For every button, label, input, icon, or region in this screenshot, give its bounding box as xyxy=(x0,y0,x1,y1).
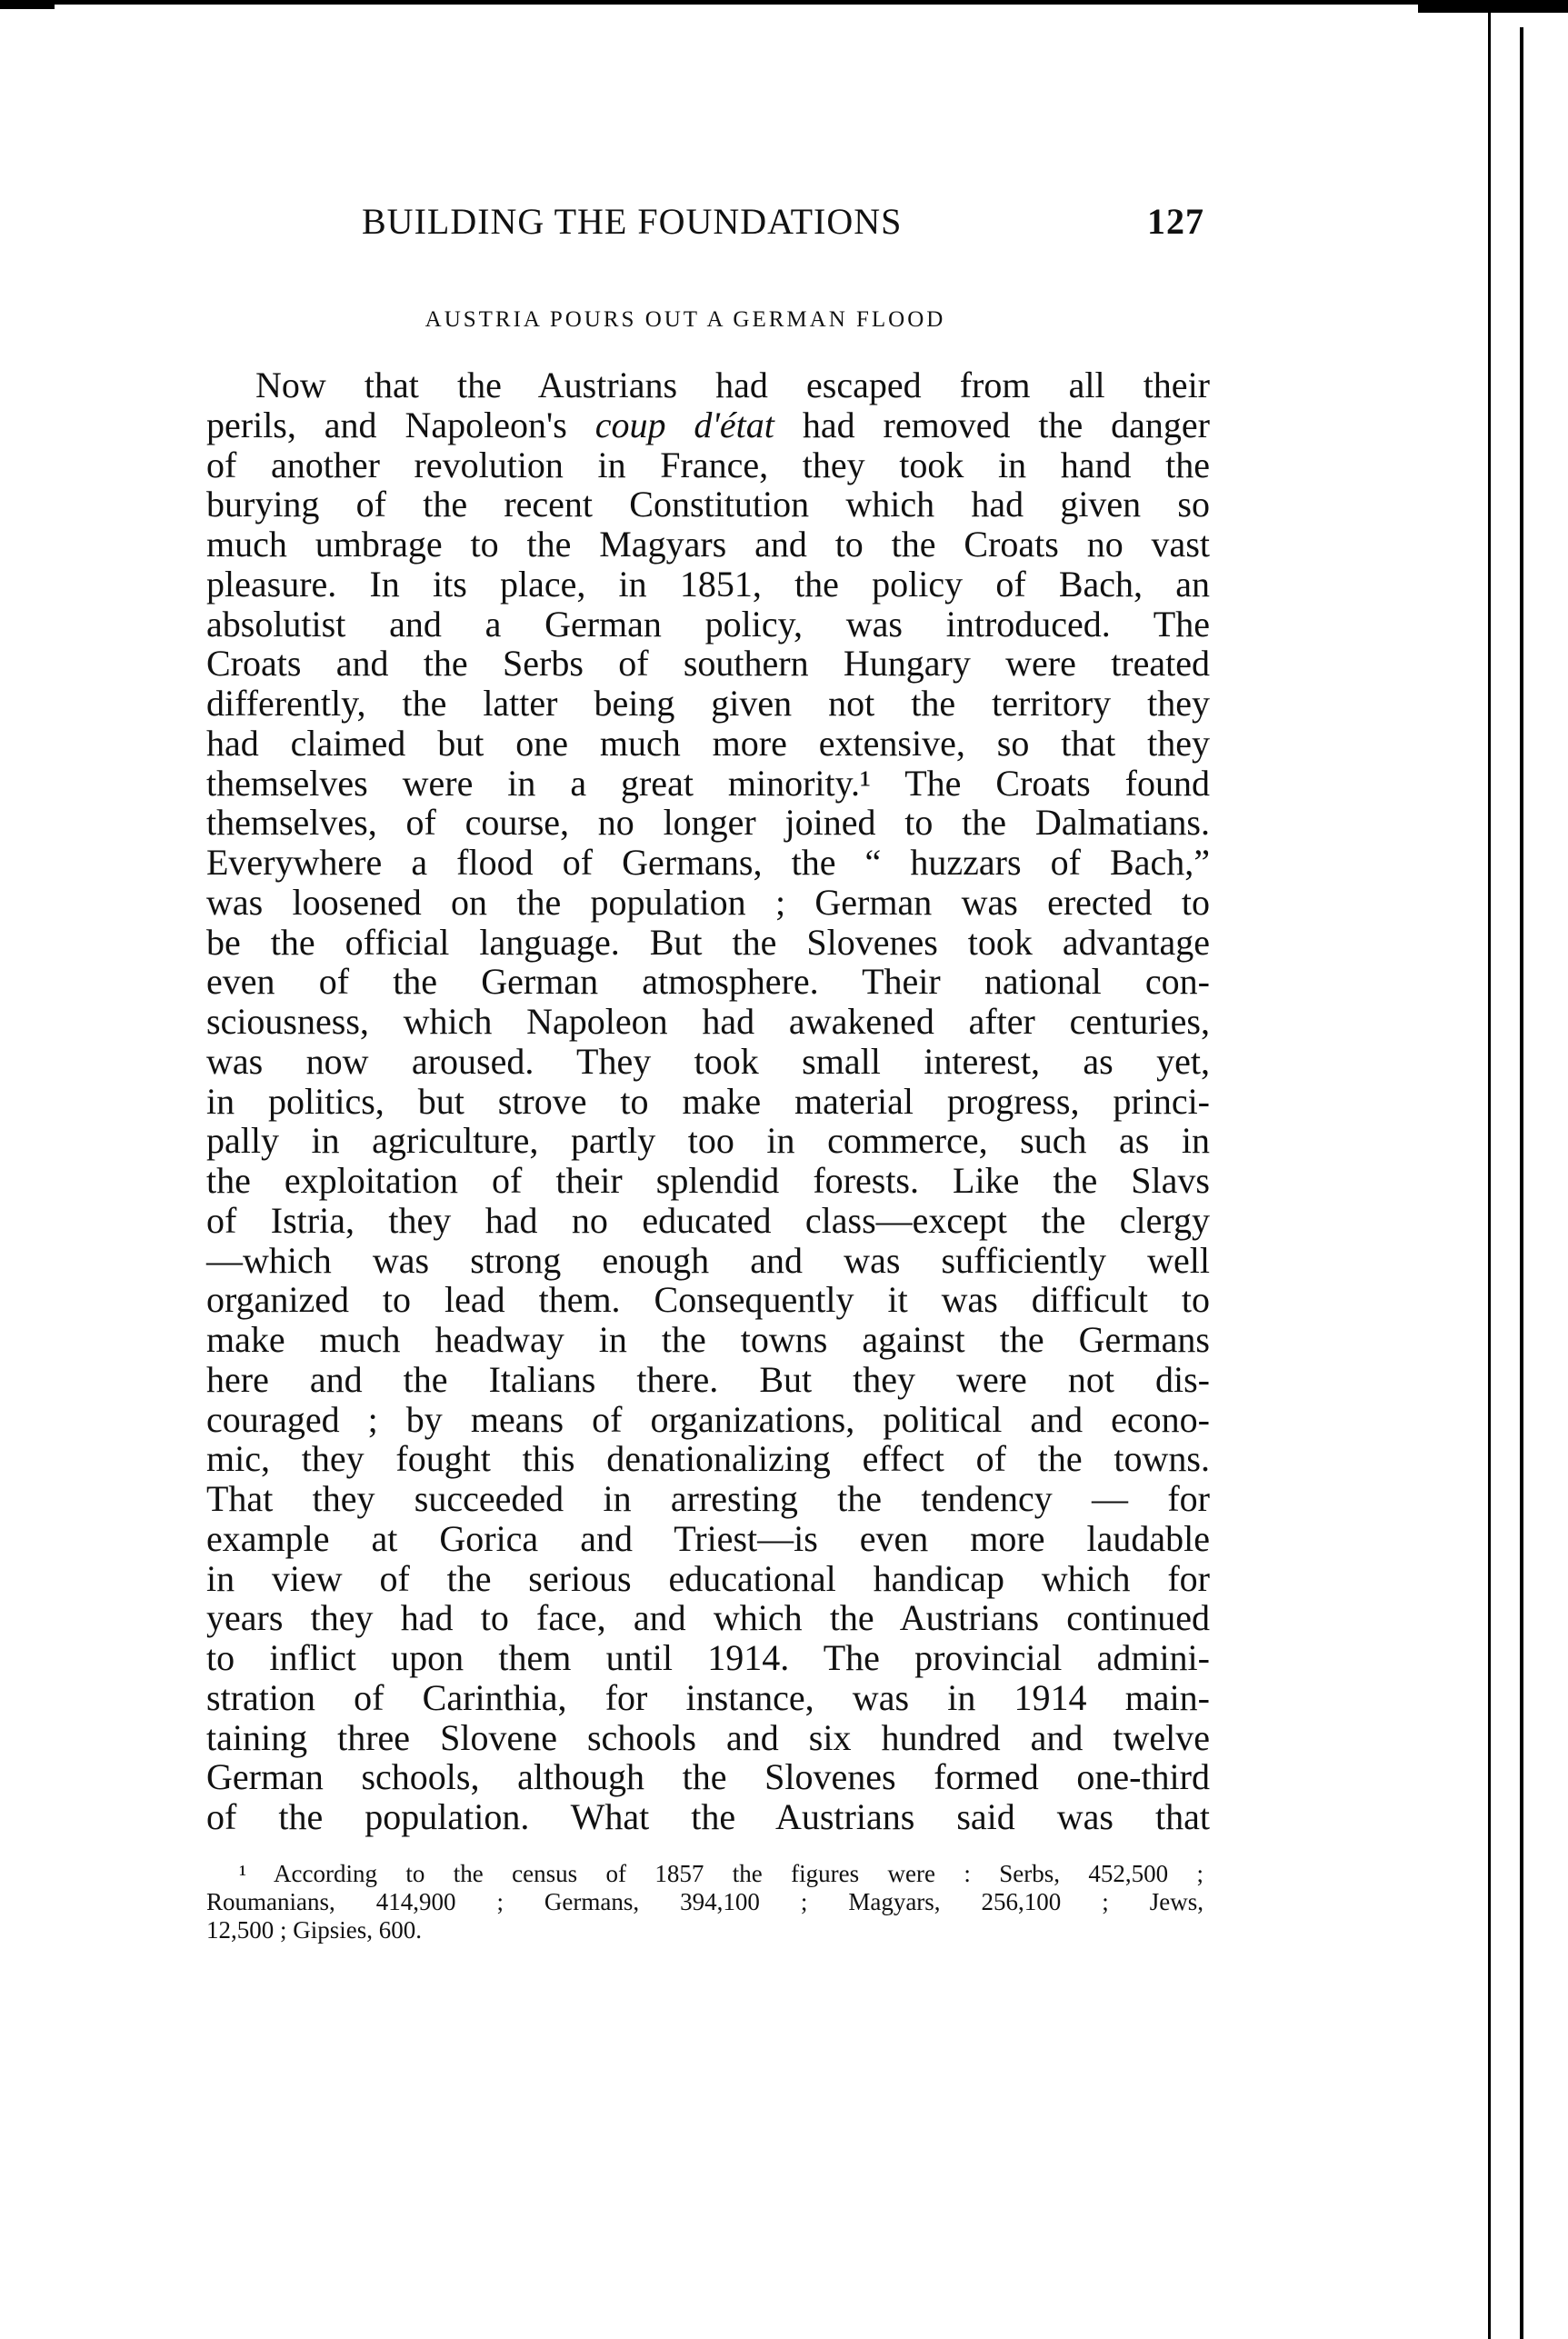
footnote-line: ¹ According to the census of 1857 the figures were : Serbs, 452,500 ; xyxy=(239,1860,1203,1887)
body-line: themselves were in a great minority.¹ The Croats found xyxy=(206,762,1210,804)
body-line: taining three Slovene schools and six hundred and twelve xyxy=(206,1716,1210,1758)
body-line: of Istria, they had no educated class—except the clergy xyxy=(206,1199,1210,1241)
italic-phrase: coup d'état xyxy=(594,404,774,445)
body-line: couraged ; by means of organizations, political and econo- xyxy=(206,1398,1210,1440)
body-line: pally in agriculture, partly too in commerce, such as in xyxy=(206,1120,1210,1162)
footnote-line: 12,500 ; Gipsies, 600. xyxy=(206,1916,423,1944)
body-line: differently, the latter being given not the territory they xyxy=(206,683,1210,724)
body-line: had claimed but one much more extensive, so that they xyxy=(206,722,1210,764)
body-line: the exploitation of their splendid forests. Like the Slavs xyxy=(206,1160,1210,1201)
body-line: of another revolution in France, they took in hand the xyxy=(206,444,1210,485)
body-line: was loosened on the population ; German was erected to xyxy=(206,881,1210,923)
body-line: mic, they fought this denationalizing effect of the towns. xyxy=(206,1438,1210,1480)
body-line: of the population. What the Austrians said was that xyxy=(206,1796,1210,1837)
running-title: BUILDING THE FOUNDATIONS xyxy=(362,201,903,242)
body-line: —which was strong enough and was sufficiently well xyxy=(206,1239,1210,1281)
body-line: organized to lead them. Consequently it was difficult to xyxy=(206,1279,1210,1321)
section-title: AUSTRIA POURS OUT A GERMAN FLOOD xyxy=(424,307,946,332)
book-edge-line-inner xyxy=(1488,13,1491,2339)
body-line: make much headway in the towns against the Germans xyxy=(206,1319,1210,1360)
body-line: be the official language. But the Slovenes took advantage xyxy=(206,921,1210,963)
body-line: absolutist and a German policy, was introduced. The xyxy=(206,603,1210,645)
body-line: example at Gorica and Triest—is even more laudable xyxy=(206,1517,1210,1559)
footnote-line: Roumanians, 414,900 ; Germans, 394,100 ; Magyars, 256,100 ; Jews, xyxy=(206,1888,1203,1915)
scan-edge-top xyxy=(0,0,1568,5)
body-line: sciousness, which Napoleon had awakened after centuries, xyxy=(206,1001,1210,1042)
body-line: to inflict upon them until 1914. The provincial admini- xyxy=(206,1637,1210,1678)
body-line: was now aroused. They took small interest, as yet, xyxy=(206,1040,1210,1082)
scan-edge-top-left xyxy=(0,5,55,9)
body-line: here and the Italians there. But they were not dis- xyxy=(206,1358,1210,1400)
text-segment: perils, and Napoleon's xyxy=(206,404,595,445)
body-line: burying of the recent Constitution which had given so xyxy=(206,484,1210,525)
body-line xyxy=(206,405,1210,445)
body-line: years they had to face, and which the Austrians continued xyxy=(206,1597,1210,1639)
body-line: stration of Carinthia, for instance, was in 1914 main- xyxy=(206,1676,1210,1718)
body-line: in politics, but strove to make material progress, princi- xyxy=(206,1080,1210,1122)
body-line: much umbrage to the Magyars and to the Croats no vast xyxy=(206,524,1210,565)
body-line: in view of the serious educational handicap which for xyxy=(206,1557,1210,1599)
body-line: themselves, of course, no longer joined to the Dalmatians. xyxy=(206,802,1210,844)
book-edge-line-outer xyxy=(1520,27,1523,2339)
body-line: Now that the Austrians had escaped from all their xyxy=(255,365,1210,405)
scan-edge-top-right xyxy=(1418,0,1568,13)
page-number: 127 xyxy=(1147,201,1204,242)
body-line: Everywhere a flood of Germans, the “ huzzars of Bach,” xyxy=(206,842,1210,883)
text-segment: had removed the danger xyxy=(774,404,1210,445)
body-line: pleasure. In its place, in 1851, the policy of Bach, an xyxy=(206,563,1210,605)
body-line: That they succeeded in arresting the tendency — for xyxy=(206,1478,1210,1519)
body-line: Croats and the Serbs of southern Hungary were treated xyxy=(206,643,1210,685)
body-line: German schools, although the Slovenes formed one-third xyxy=(206,1756,1210,1798)
body-line: even of the German atmosphere. Their national con- xyxy=(206,961,1210,1003)
